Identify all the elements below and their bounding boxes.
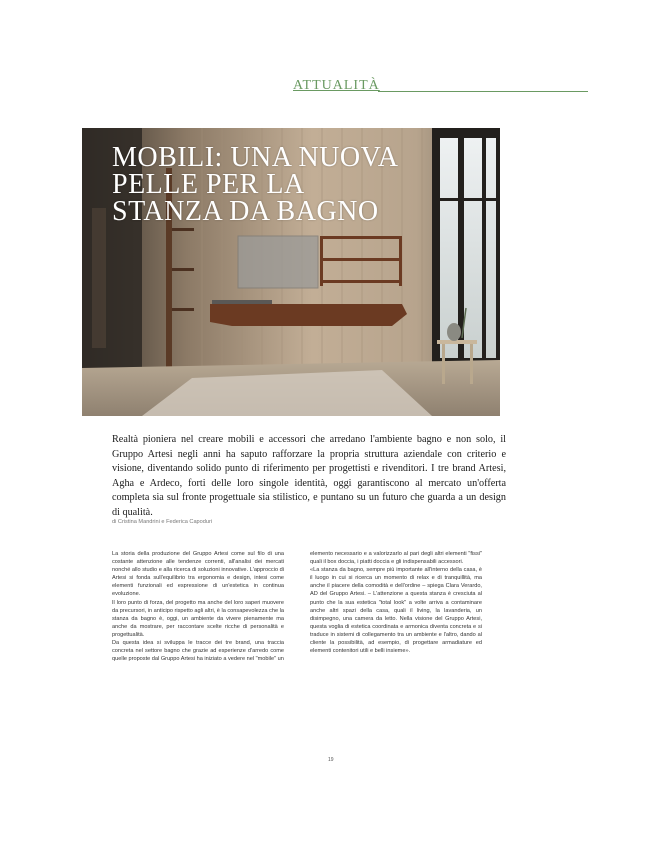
paragraph: «La stanza da bagno, sempre più importante all'interno della casa, è il luogo in cui si ricerca un momento di relax e di tranquillità, ma anche il piacere della comodità e dell'ordine – spiega Clara Verardo, AD del Gruppo Artesi. – L'attenzione a questa stanza è cresciuta al punto che la sua estetica "total look" a volte arriva a contaminare anche altri spazi della casa, quali il living, la lavanderia, un disimpegno, una camera da letto. Nella visione del Gruppo Artesi, questa voglia di estetica coordinata e armonica diventa concreta e si traduce in sistemi di collegamento tra un ambiente e l'altro, dando al cliente la possibilità, ad esempio, di progettare armadiature ed elementi contenitori utili e belli insieme». [310,567,482,655]
paragraph: Da questa idea si sviluppa le tracce dei tre brand, una traccia concreta nel settore bagno che grazie ad esperienze d'arredo come quelle proposte dal Gruppo Artesi ha iniziato a vedere nel "mobile" un [112,640,284,663]
section-label: ATTUALITÀ [293,78,380,93]
page-number: 19 [328,757,334,763]
paragraph: Il loro punto di forza, del progetto ma anche del loro saperi muovere da precursori, in anticipo rispetto agli altri, è la consapevolezza che la stanza da bagno è, oggi, un ambiente da vivere pienamente ma anche da mostrare, per raccontare scelte ricche di personalità e progettualità. [112,599,284,638]
article-byline: di Cristina Mandrini e Federica Capoduri [112,519,213,525]
paragraph: La storia della produzione del Gruppo Artesi come sul filo di una costante attenzione alle tendenze correnti, all'analisi dei mercati nonché allo studio e alla ricerca di soluzioni innovative. L'approccio di Artesi si fonda sull'equilibrio tra ergonomia e design, intesi come elementi funzionali ed espressione di un'estetica in continua evoluzione. [112,551,284,598]
article-headline: MOBILI: UNA NUOVA PELLE PER LA STANZA DA BAGNO [112,142,397,227]
paragraph: elemento necessario e a valorizzarlo al pari degli altri elementi "fissi" quali il box doccia, i piatti doccia e gli indispensabili accessori. [310,551,482,566]
article-column-left [112,550,284,663]
section-rule [378,91,588,92]
article-column-right [310,550,482,655]
article-lead: Realtà pioniera nel creare mobili e accessori che arredano l'ambiente bagno e non solo, il Gruppo Artesi negli anni ha saputo rafforzare la propria struttura aziendale con criterio e visione, diventando solido punto di riferimento per progettisti e rivenditori. I tre brand Artesi, Agha e Ardeco, forti delle loro singole identità, oggi garantiscono al mercato un'offerta completa sia sul fronte progettuale sia stilistico, e puntano su un futuro che guarda a un design di qualità. [112,434,506,518]
